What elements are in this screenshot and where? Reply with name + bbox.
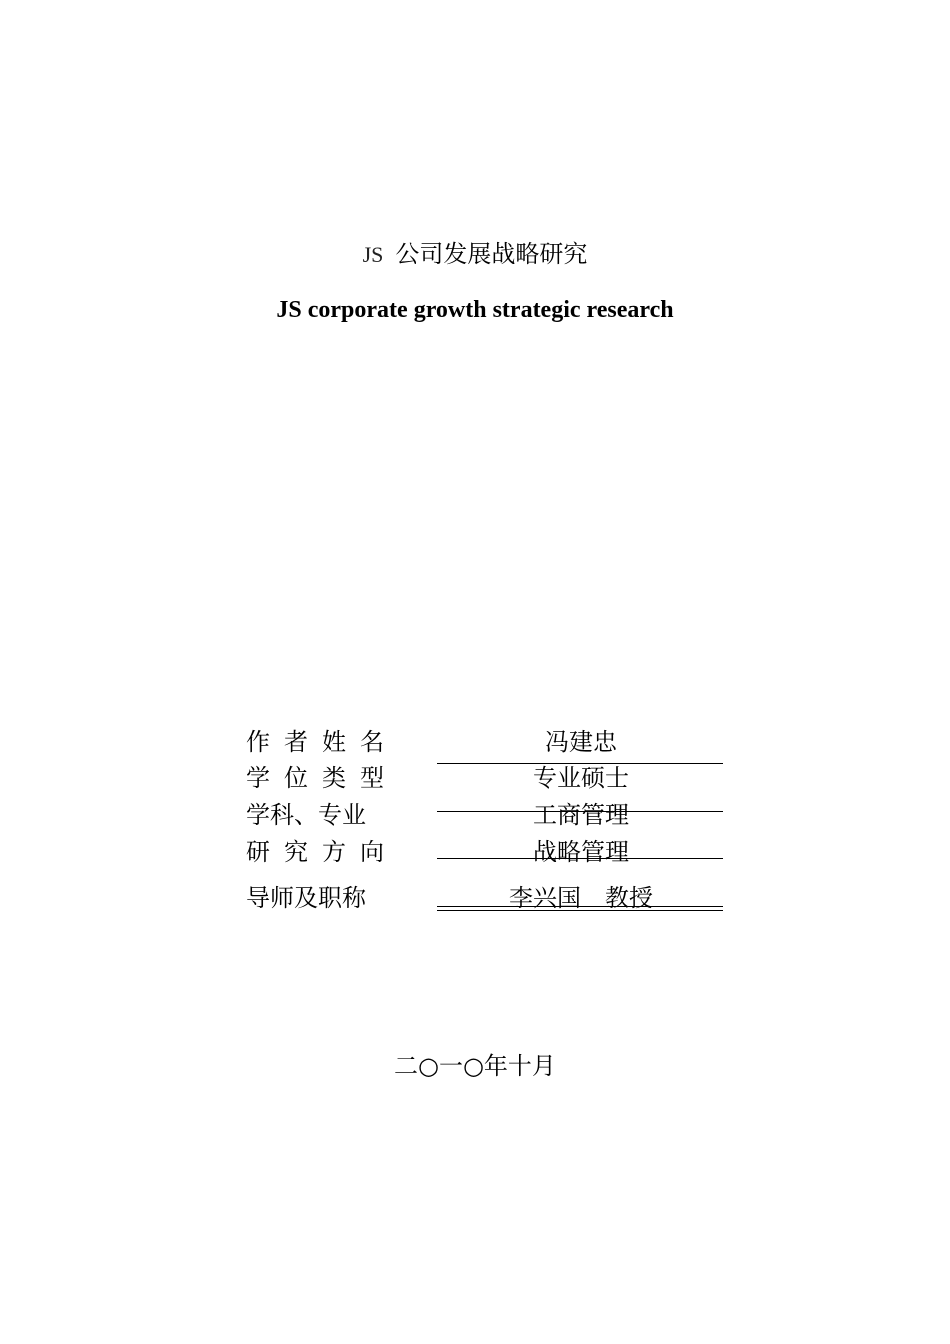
advisor-value: 李兴国 教授	[509, 884, 653, 912]
english-title: JS corporate growth strategic research	[276, 297, 674, 323]
major-label: 学科、专业	[246, 801, 366, 829]
advisor-underline-top	[437, 906, 723, 907]
degree-label: 学位类型	[246, 764, 398, 792]
chinese-title	[0, 238, 950, 271]
direction-label: 研究方向	[246, 838, 398, 866]
submission-date: 二○一○年十月	[394, 1052, 556, 1080]
author-label: 作者姓名	[246, 728, 398, 756]
title-chinese-text: 公司发展战略研究	[395, 240, 588, 268]
advisor-label: 导师及职称	[246, 884, 366, 912]
direction-value: 战略管理	[533, 838, 629, 866]
title-latin-prefix: JS	[362, 242, 384, 267]
info-row-author	[246, 726, 724, 762]
author-value: 冯建忠	[545, 728, 617, 756]
degree-value: 专业硕士	[533, 764, 629, 792]
major-value: 工商管理	[533, 801, 629, 829]
info-row-advisor	[246, 882, 724, 918]
info-row-direction	[246, 836, 724, 872]
info-row-major	[246, 799, 724, 835]
advisor-underline-bottom	[437, 910, 723, 911]
info-row-degree	[246, 762, 724, 798]
